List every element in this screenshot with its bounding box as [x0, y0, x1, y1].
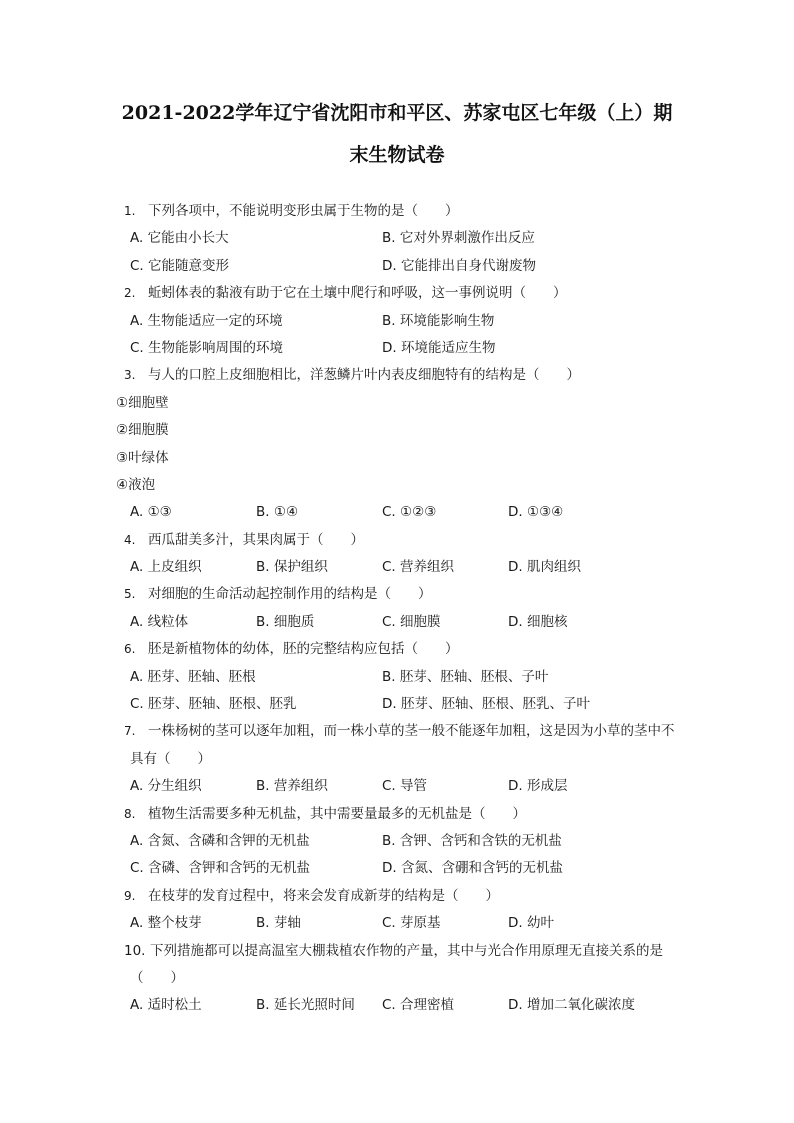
- option-c: C. 含磷、含钾和含钙的无机盐: [130, 860, 311, 877]
- option-d: D. 肌肉组织: [508, 559, 581, 576]
- option-b: B. 营养组织: [256, 778, 328, 795]
- option-a: A. 含氮、含磷和含钾的无机盐: [130, 832, 310, 849]
- option-d: D. 形成层: [508, 778, 568, 795]
- options-row: [130, 992, 700, 1019]
- option-b: B. 芽轴: [256, 915, 301, 932]
- option-d: D. 增加二氧化碳浓度: [508, 997, 635, 1014]
- title-line-2: 末生物试卷: [349, 144, 445, 166]
- question-number: 4.: [124, 532, 136, 547]
- title-line-1: 2021-2022学年辽宁省沈阳市和平区、苏家屯区七年级（上）期: [121, 102, 673, 124]
- options-row: [130, 225, 700, 252]
- statement-text: ①细胞壁: [116, 394, 169, 411]
- question-text: 蚯蚓体表的黏液有助于它在土壤中爬行和呼吸，这一事例说明（ ）: [148, 285, 567, 302]
- option-d: D. 胚芽、胚轴、胚根、胚乳、子叶: [382, 696, 590, 713]
- option-c: C. 营养组织: [382, 559, 455, 576]
- question-number: 3.: [124, 368, 136, 383]
- question-number: 5.: [124, 587, 136, 602]
- question-number: 2.: [124, 286, 136, 301]
- option-b: B. 环境能影响生物: [382, 312, 495, 329]
- option-a: A. 它能由小长大: [130, 230, 229, 247]
- options-row: [130, 773, 700, 800]
- statement-1: [116, 390, 700, 417]
- options-row: [130, 335, 700, 362]
- options-row: [130, 308, 700, 335]
- option-c: C. 它能随意变形: [130, 257, 230, 274]
- options-row: [130, 664, 700, 691]
- options-row: [130, 910, 700, 937]
- question-number: 7.: [124, 724, 136, 739]
- question-text: 植物生活需要多种无机盐，其中需要量最多的无机盐是（ ）: [148, 805, 526, 822]
- question-1: [124, 198, 700, 225]
- option-d: D. 细胞核: [508, 613, 568, 630]
- option-c: C. 生物能影响周围的环境: [130, 339, 284, 356]
- option-b: B. 胚芽、胚轴、胚根、子叶: [382, 668, 549, 685]
- options-row: [130, 828, 700, 855]
- question-text: 在枝芽的发育过程中，将来会发育成新芽的结构是（ ）: [148, 887, 499, 904]
- option-c: C. 芽原基: [382, 915, 441, 932]
- question-4: [124, 527, 700, 554]
- question-text: 与人的口腔上皮细胞相比，洋葱鳞片叶内表皮细胞特有的结构是（ ）: [148, 367, 580, 384]
- question-7: [124, 718, 700, 745]
- question-10: [124, 938, 700, 965]
- options-row: [130, 609, 700, 636]
- statement-text: ③叶绿体: [116, 449, 169, 466]
- question-number: 6.: [124, 642, 136, 657]
- options-row: [130, 253, 700, 280]
- option-b: B. 含钾、含钙和含铁的无机盐: [382, 832, 562, 849]
- option-a: A. 胚芽、胚轴、胚根: [130, 668, 256, 685]
- statement-2: [116, 417, 700, 444]
- statement-text: ④液泡: [116, 476, 156, 493]
- option-d: D. 它能排出自身代谢废物: [382, 257, 536, 274]
- option-c: C. 合理密植: [382, 997, 455, 1014]
- option-c: C. 细胞膜: [382, 613, 441, 630]
- question-number: 10.: [124, 942, 146, 959]
- option-a: A. 整个枝芽: [130, 915, 202, 932]
- option-d: D. 含氮、含硼和含钙的无机盐: [382, 860, 563, 877]
- question-8: [124, 801, 700, 828]
- question-number: 8.: [124, 806, 136, 821]
- statement-3: [116, 445, 700, 472]
- option-a: A. 生物能适应一定的环境: [130, 312, 283, 329]
- question-7-continued: [130, 746, 700, 773]
- options-row: [130, 691, 700, 718]
- option-d: D. 幼叶: [508, 915, 554, 932]
- option-b: B. 保护组织: [256, 559, 328, 576]
- page-title: [60, 92, 734, 176]
- option-b: B. 细胞质: [256, 613, 315, 630]
- question-2: [124, 280, 700, 307]
- option-d: D. 环境能适应生物: [382, 339, 496, 356]
- option-a: A. 分生组织: [130, 778, 202, 795]
- option-b: B. 它对外界刺激作出反应: [382, 230, 535, 247]
- option-c: C. 胚芽、胚轴、胚根、胚乳: [130, 696, 297, 713]
- option-c: C. ①②③: [382, 504, 437, 521]
- question-text-continued: （ ）: [130, 969, 184, 986]
- option-a: A. 适时松土: [130, 997, 202, 1014]
- question-text: 对细胞的生命活动起控制作用的结构是（ ）: [148, 586, 432, 603]
- question-text: 西瓜甜美多汁，其果肉属于（ ）: [148, 531, 364, 548]
- question-number: 9.: [124, 888, 136, 903]
- question-3: [124, 362, 700, 389]
- option-a: A. ①③: [130, 504, 172, 521]
- option-a: A. 上皮组织: [130, 559, 202, 576]
- options-row: [130, 499, 700, 526]
- question-text: 下列措施都可以提高温室大棚栽植农作物的产量，其中与光合作用原理无直接关系的是: [150, 942, 663, 959]
- option-b: B. ①④: [256, 504, 299, 521]
- question-text-continued: 具有（ ）: [130, 750, 211, 767]
- question-text: 下列各项中，不能说明变形虫属于生物的是（ ）: [148, 203, 459, 219]
- option-b: B. 延长光照时间: [256, 997, 355, 1014]
- question-number: 1.: [124, 204, 136, 218]
- option-a: A. 线粒体: [130, 613, 189, 630]
- question-text: 胚是新植物体的幼体，胚的完整结构应包括（ ）: [148, 641, 459, 658]
- option-d: D. ①③④: [508, 504, 564, 521]
- statement-4: [116, 472, 700, 499]
- question-list: [116, 198, 700, 1020]
- options-row: [130, 554, 700, 581]
- statement-text: ②细胞膜: [116, 422, 169, 439]
- question-9: [124, 883, 700, 910]
- question-6: [124, 636, 700, 663]
- question-text: 一株杨树的茎可以逐年加粗，而一株小草的茎一般不能逐年加粗，这是因为小草的茎中不: [148, 723, 675, 740]
- options-row: [130, 855, 700, 882]
- question-10-continued: [130, 965, 700, 992]
- option-c: C. 导管: [382, 778, 428, 795]
- question-5: [124, 581, 700, 608]
